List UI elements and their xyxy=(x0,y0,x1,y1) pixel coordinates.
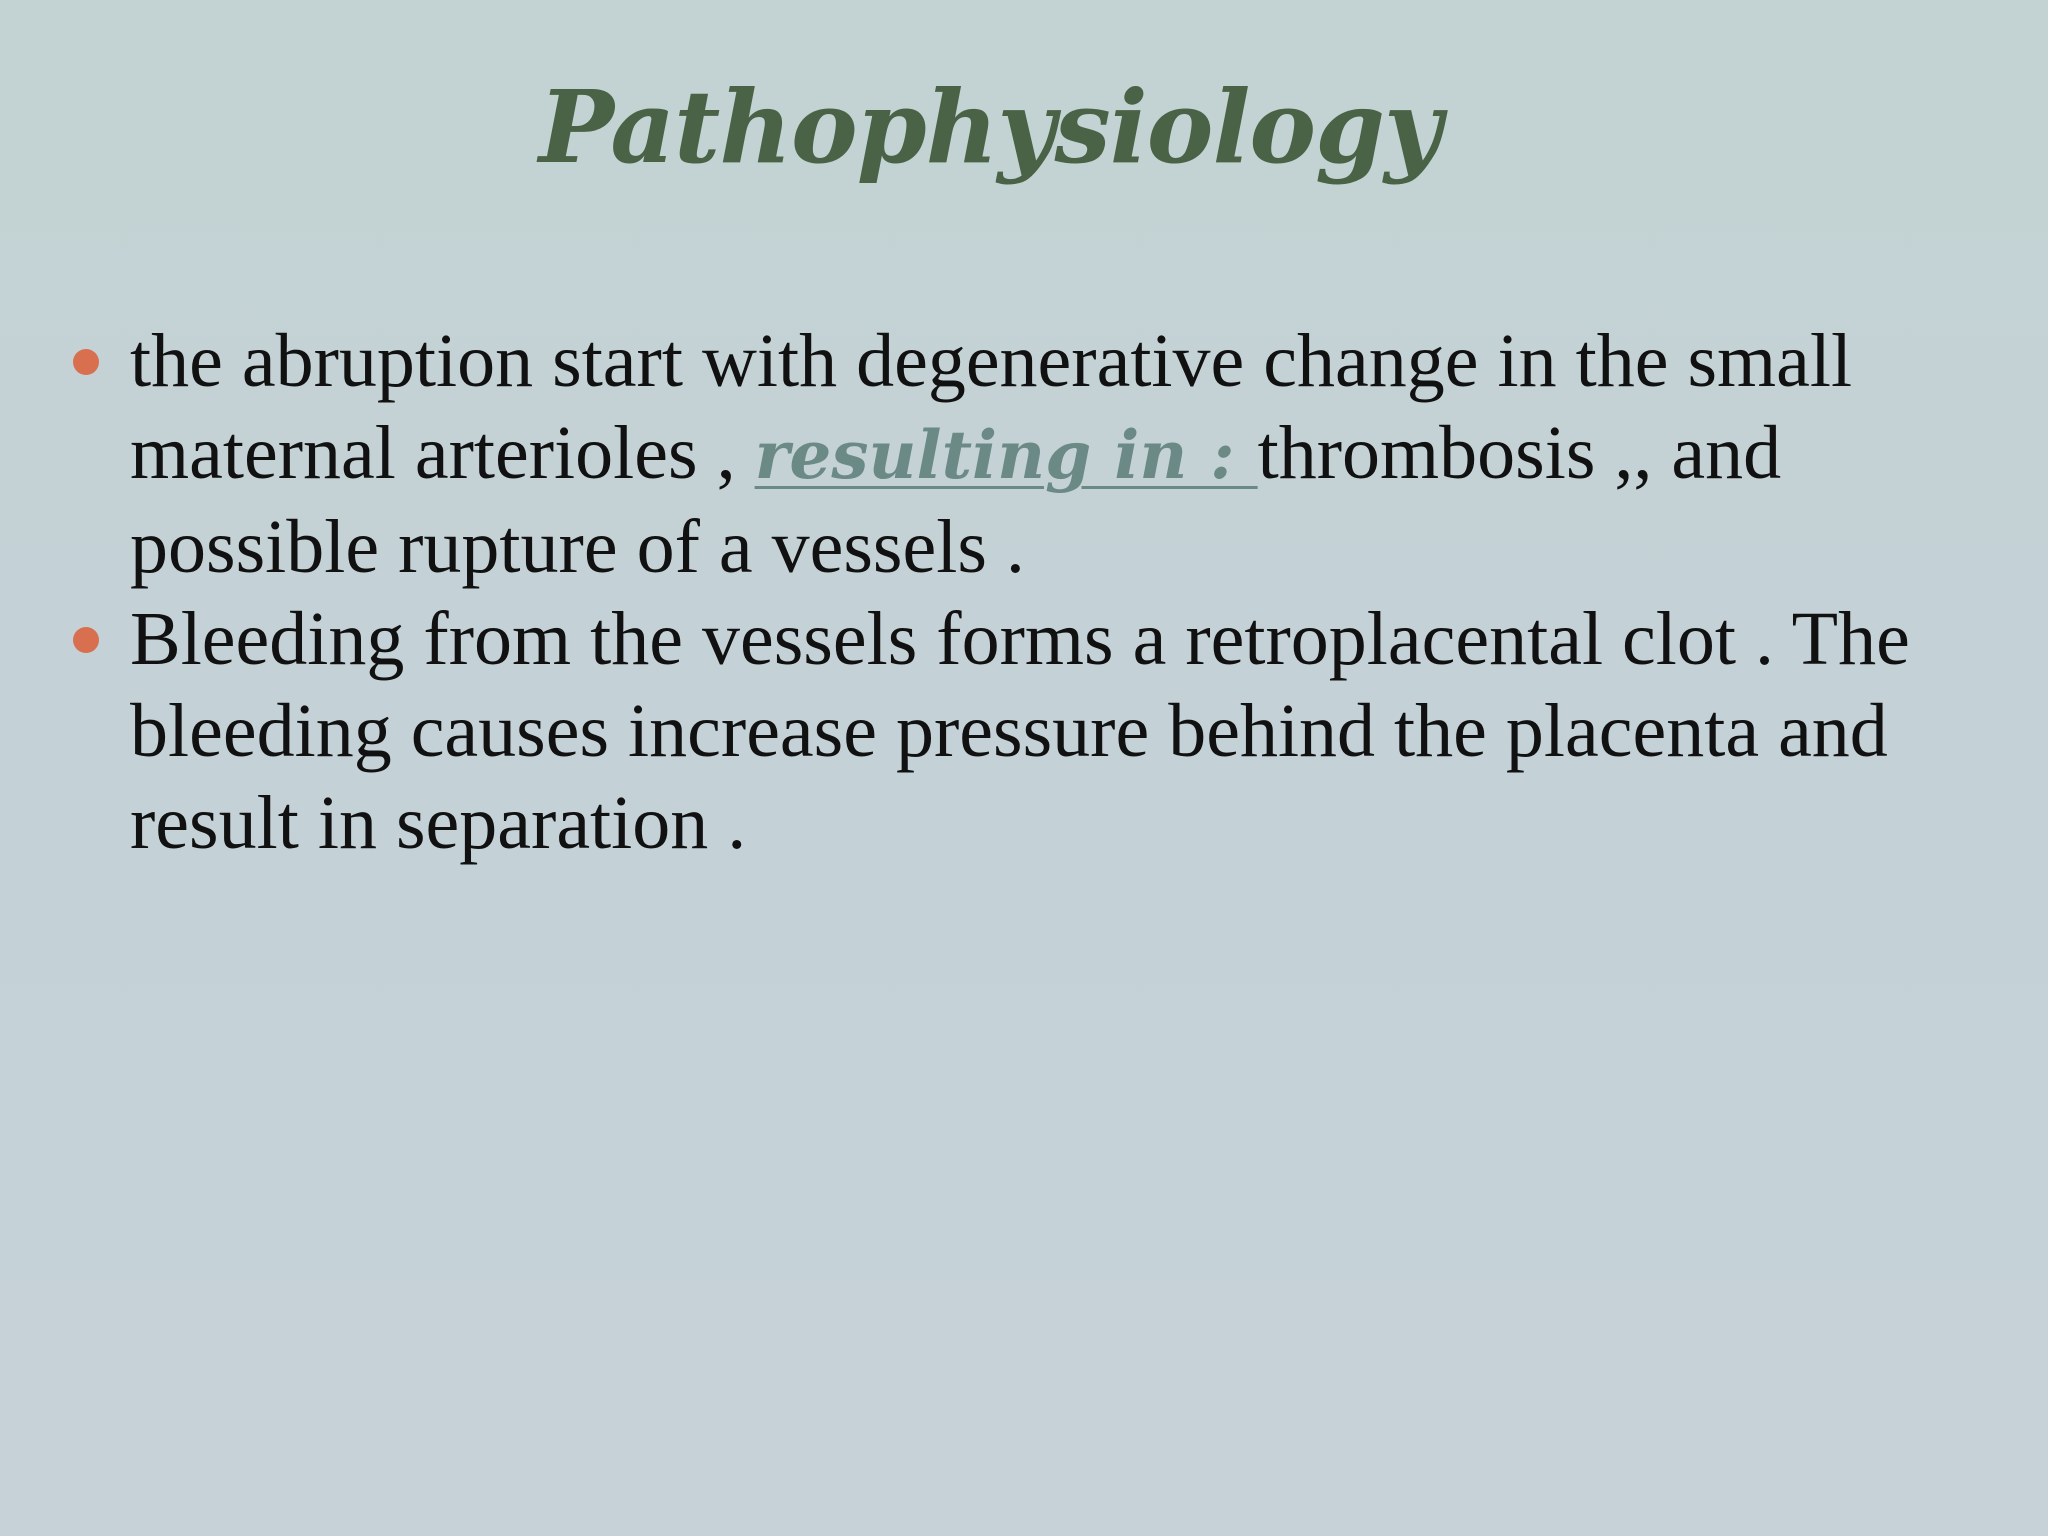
bullet-text-before: the abruption start with degenerative change in the small maternal arterioles , xyxy=(130,319,1853,495)
emphasis-link[interactable]: resulting in : xyxy=(754,416,1258,494)
bullet-dot-icon xyxy=(73,627,99,653)
bullet-item xyxy=(70,315,1990,593)
bullet-dot-icon xyxy=(73,349,99,375)
bullet-item xyxy=(70,593,1990,869)
bullet-list xyxy=(70,315,1990,869)
bullet-text: Bleeding from the vessels forms a retroplacental clot . The bleeding causes increase pressure behind the placenta and result in separation . xyxy=(130,597,1910,865)
slide-title: Pathophysiology xyxy=(538,68,1442,186)
bullet-text-after: thrombosis ,, and possible rupture of a vessels . xyxy=(130,411,1782,589)
